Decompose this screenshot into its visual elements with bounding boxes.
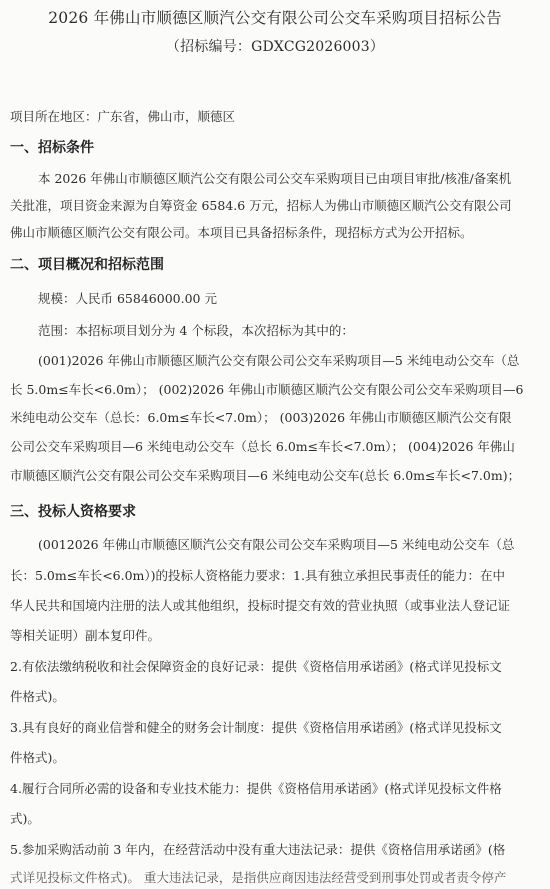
- qualification-line: 5.参加采购活动前 3 年内，在经营活动中没有重大违法记录：提供《资格信用承诺函》(格: [10, 842, 506, 857]
- section-1-line: 关批准，项目资金来源为自筹资金 6584.6 万元，招标人为佛山市顺德区顺汽公交有限公司: [10, 198, 512, 213]
- lot-description-line: 米纯电动公交车（总长：6.0m≤车长<7.0m）； (003)2026 年佛山市顺德区顺汽公交有限: [10, 410, 512, 425]
- qualification-line: 式详见投标文件格式)。 重大违法记录，是指供应商因违法经营受到刑事处罚或者责令停产: [10, 870, 507, 885]
- qualification-line: 件格式)。: [10, 689, 65, 704]
- section-1-heading: 一、招标条件: [10, 140, 94, 156]
- lot-description-line: (001)2026 年佛山市顺德区顺汽公交有限公司公交车采购项目—5 米纯电动公交车（总: [38, 353, 520, 368]
- project-location: 项目所在地区：广东省，佛山市，顺德区: [10, 109, 236, 124]
- section-1-line: 本 2026 年佛山市顺德区顺汽公交有限公司公交车采购项目已由项目审批/核准/备案机: [38, 171, 512, 186]
- qualification-line: 华人民共和国境内注册的法人或其他组织，投标时提交有效的营业执照（或事业法人登记证: [10, 598, 511, 613]
- project-scope: 范围：本招标项目划分为 4 个标段，本次招标为其中的：: [38, 323, 354, 338]
- qualification-line: (0012026 年佛山市顺德区顺汽公交有限公司公交车采购项目—5 米纯电动公交车（总: [38, 537, 515, 552]
- project-scale: 规模：人民币 65846000.00 元: [38, 291, 217, 306]
- section-2-heading: 二、项目概况和招标范围: [10, 257, 164, 273]
- lot-description-line: 公司公交车采购项目—6 米纯电动公交车（总长 6.0m≤车长<7.0m）； (004)2026 年佛山: [10, 439, 515, 454]
- section-3-heading: 三、投标人资格要求: [10, 504, 136, 520]
- section-1-line: 佛山市顺德区顺汽公交有限公司。本项目已具备招标条件，现招标方式为公开招标。: [10, 225, 473, 240]
- qualification-line: 件格式)。: [10, 750, 65, 765]
- qualification-line: 等相关证明）副本复印件。: [10, 628, 161, 643]
- lot-description-line: 长 5.0m≤车长<6.0m）； (002)2026 年佛山市顺德区顺汽公交有限公司公交车采购项目—6: [10, 382, 524, 397]
- qualification-line: 长：5.0m≤车长<6.0m）)的投标人资格能力要求：1.具有独立承担民事责任的能力：在中: [10, 568, 505, 583]
- tender-number: （招标编号：GDXCG2026003）: [165, 39, 385, 55]
- qualification-line: 4.履行合同所必需的设备和专业技术能力：提供《资格信用承诺函》(格式详见投标文件格: [10, 781, 502, 796]
- qualification-line: 式)。: [10, 811, 40, 826]
- qualification-line: 3.具有良好的商业信誉和健全的财务会计制度：提供《资格信用承诺函》(格式详见投标文: [10, 720, 502, 735]
- notice-title: 2026 年佛山市顺德区顺汽公交有限公司公交车采购项目招标公告: [48, 9, 502, 27]
- qualification-line: 2.有依法缴纳税收和社会保障资金的良好记录：提供《资格信用承诺函》(格式详见投标文: [10, 659, 502, 674]
- lot-description-line: 市顺德区顺汽公交有限公司公交车采购项目—6 米纯电动公交车(总长 6.0m≤车长<7.0m)；: [10, 468, 521, 483]
